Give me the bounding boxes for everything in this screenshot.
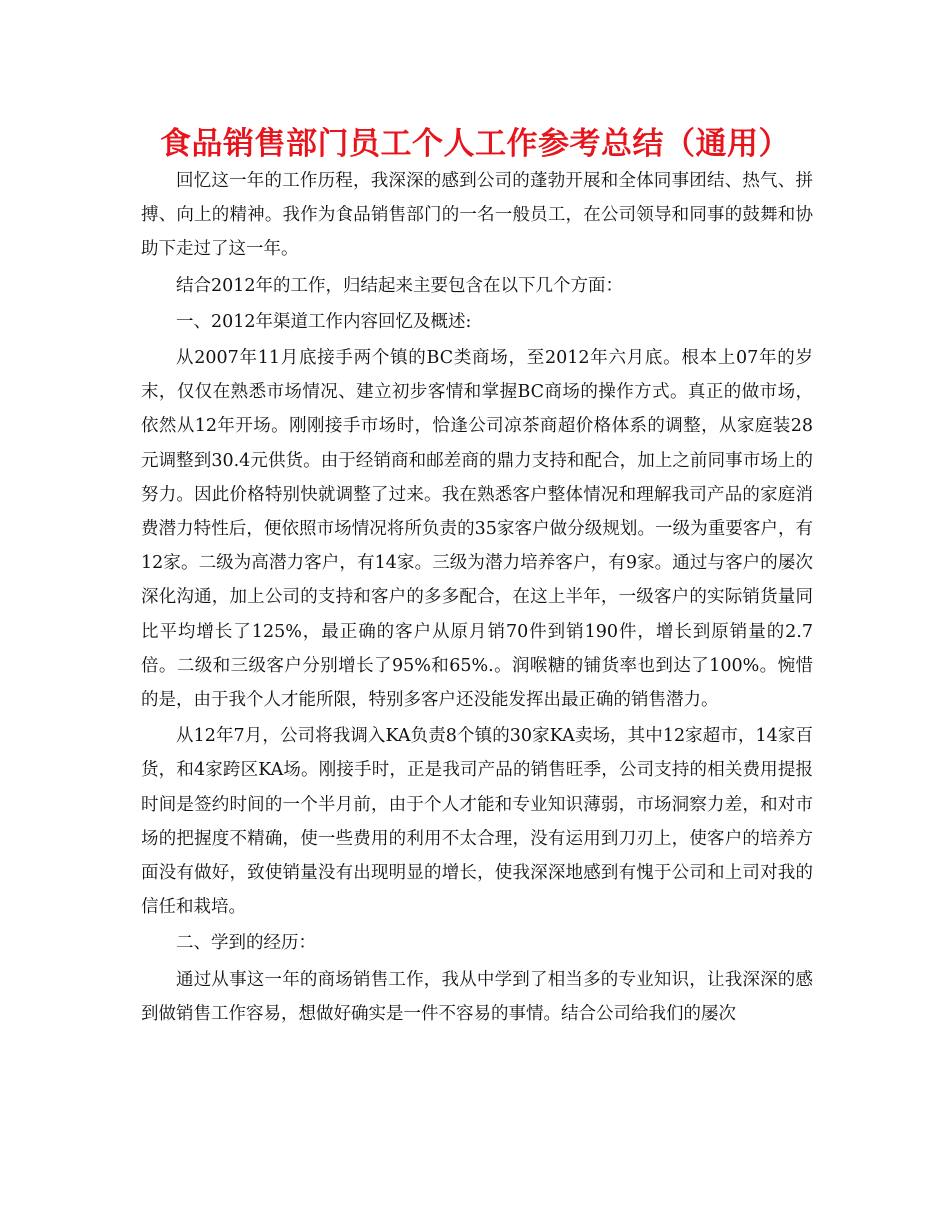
paragraph-summary-lead: 结合2012年的工作，归结起来主要包含在以下几个方面： xyxy=(176,275,624,296)
paragraph-ka-channel: 从12年7月，公司将我调入KA负责8个镇的30家KA卖场，其中12家超市，14家百货，和4家跨区KA场。刚接手时，正是我司产品的销售旺季，公司支持的相关费用提报时间是签约时间的一个半月前，由于个人才能和专业知识薄弱，市场洞察力差，和对市场的把握度不精确，使一些费用的利用不太合理，没有运用到刀刃上，使客户的培养方面没有做好，致使销量没有出现明显的增长，使我深深地感到有愧于公司和上司对我的信任和栽培。 xyxy=(141,726,813,918)
document-title: 食品销售部门员工个人工作参考总结（通用） xyxy=(160,126,790,162)
document-body xyxy=(141,164,813,1033)
paragraph-experience: 通过从事这一年的商场销售工作，我从中学到了相当多的专业知识，让我深深的感到做销售工作容易，想做好确实是一件不容易的事情。结合公司给我们的屡次 xyxy=(141,969,813,1024)
paragraph-bc-channel: 从2007年11月底接手两个镇的BC类商场，至2012年六月底。根本上07年的岁末，仅仅在熟悉市场情况、建立初步客情和掌握BC商场的操作方式。真正的做市场，依然从12年开场。刚刚接手市场时，恰逢公司凉茶商超价格体系的调整，从家庭装28元调整到30.4元供货。由于经销商和邮差商的鼎力支持和配合，加上之前同事市场上的努力。因此价格特别快就调整了过来。我在熟悉客户整体情况和理解我司产品的家庭消费潜力特性后，便依照市场情况将所负责的35家客户做分级规划。一级为重要客户，有12家。二级为高潜力客户，有14家。三级为潜力培养客户，有9家。通过与客户的屡次深化沟通，加上公司的支持和客户的多多配合，在这上半年，一级客户的实际销货量同比平均增长了125%，最正确的客户从原月销70件到销190件，增长到原销量的2.7倍。二级和三级客户分别增长了95%和65%.。润喉糖的铺货率也到达了100%。惋惜的是，由于我个人才能所限，特别多客户还没能发挥出最正确的销售潜力。 xyxy=(141,348,813,711)
section-heading-2: 二、学到的经历： xyxy=(176,933,316,954)
paragraph-intro: 回忆这一年的工作历程，我深深的感到公司的蓬勃开展和全体同事团结、热气、拼搏、向上的精神。我作为食品销售部门的一名一般员工，在公司领导和同事的鼓舞和协助下走过了这一年。 xyxy=(141,171,813,260)
section-heading-1: 一、2012年渠道工作内容回忆及概述: xyxy=(176,311,472,332)
